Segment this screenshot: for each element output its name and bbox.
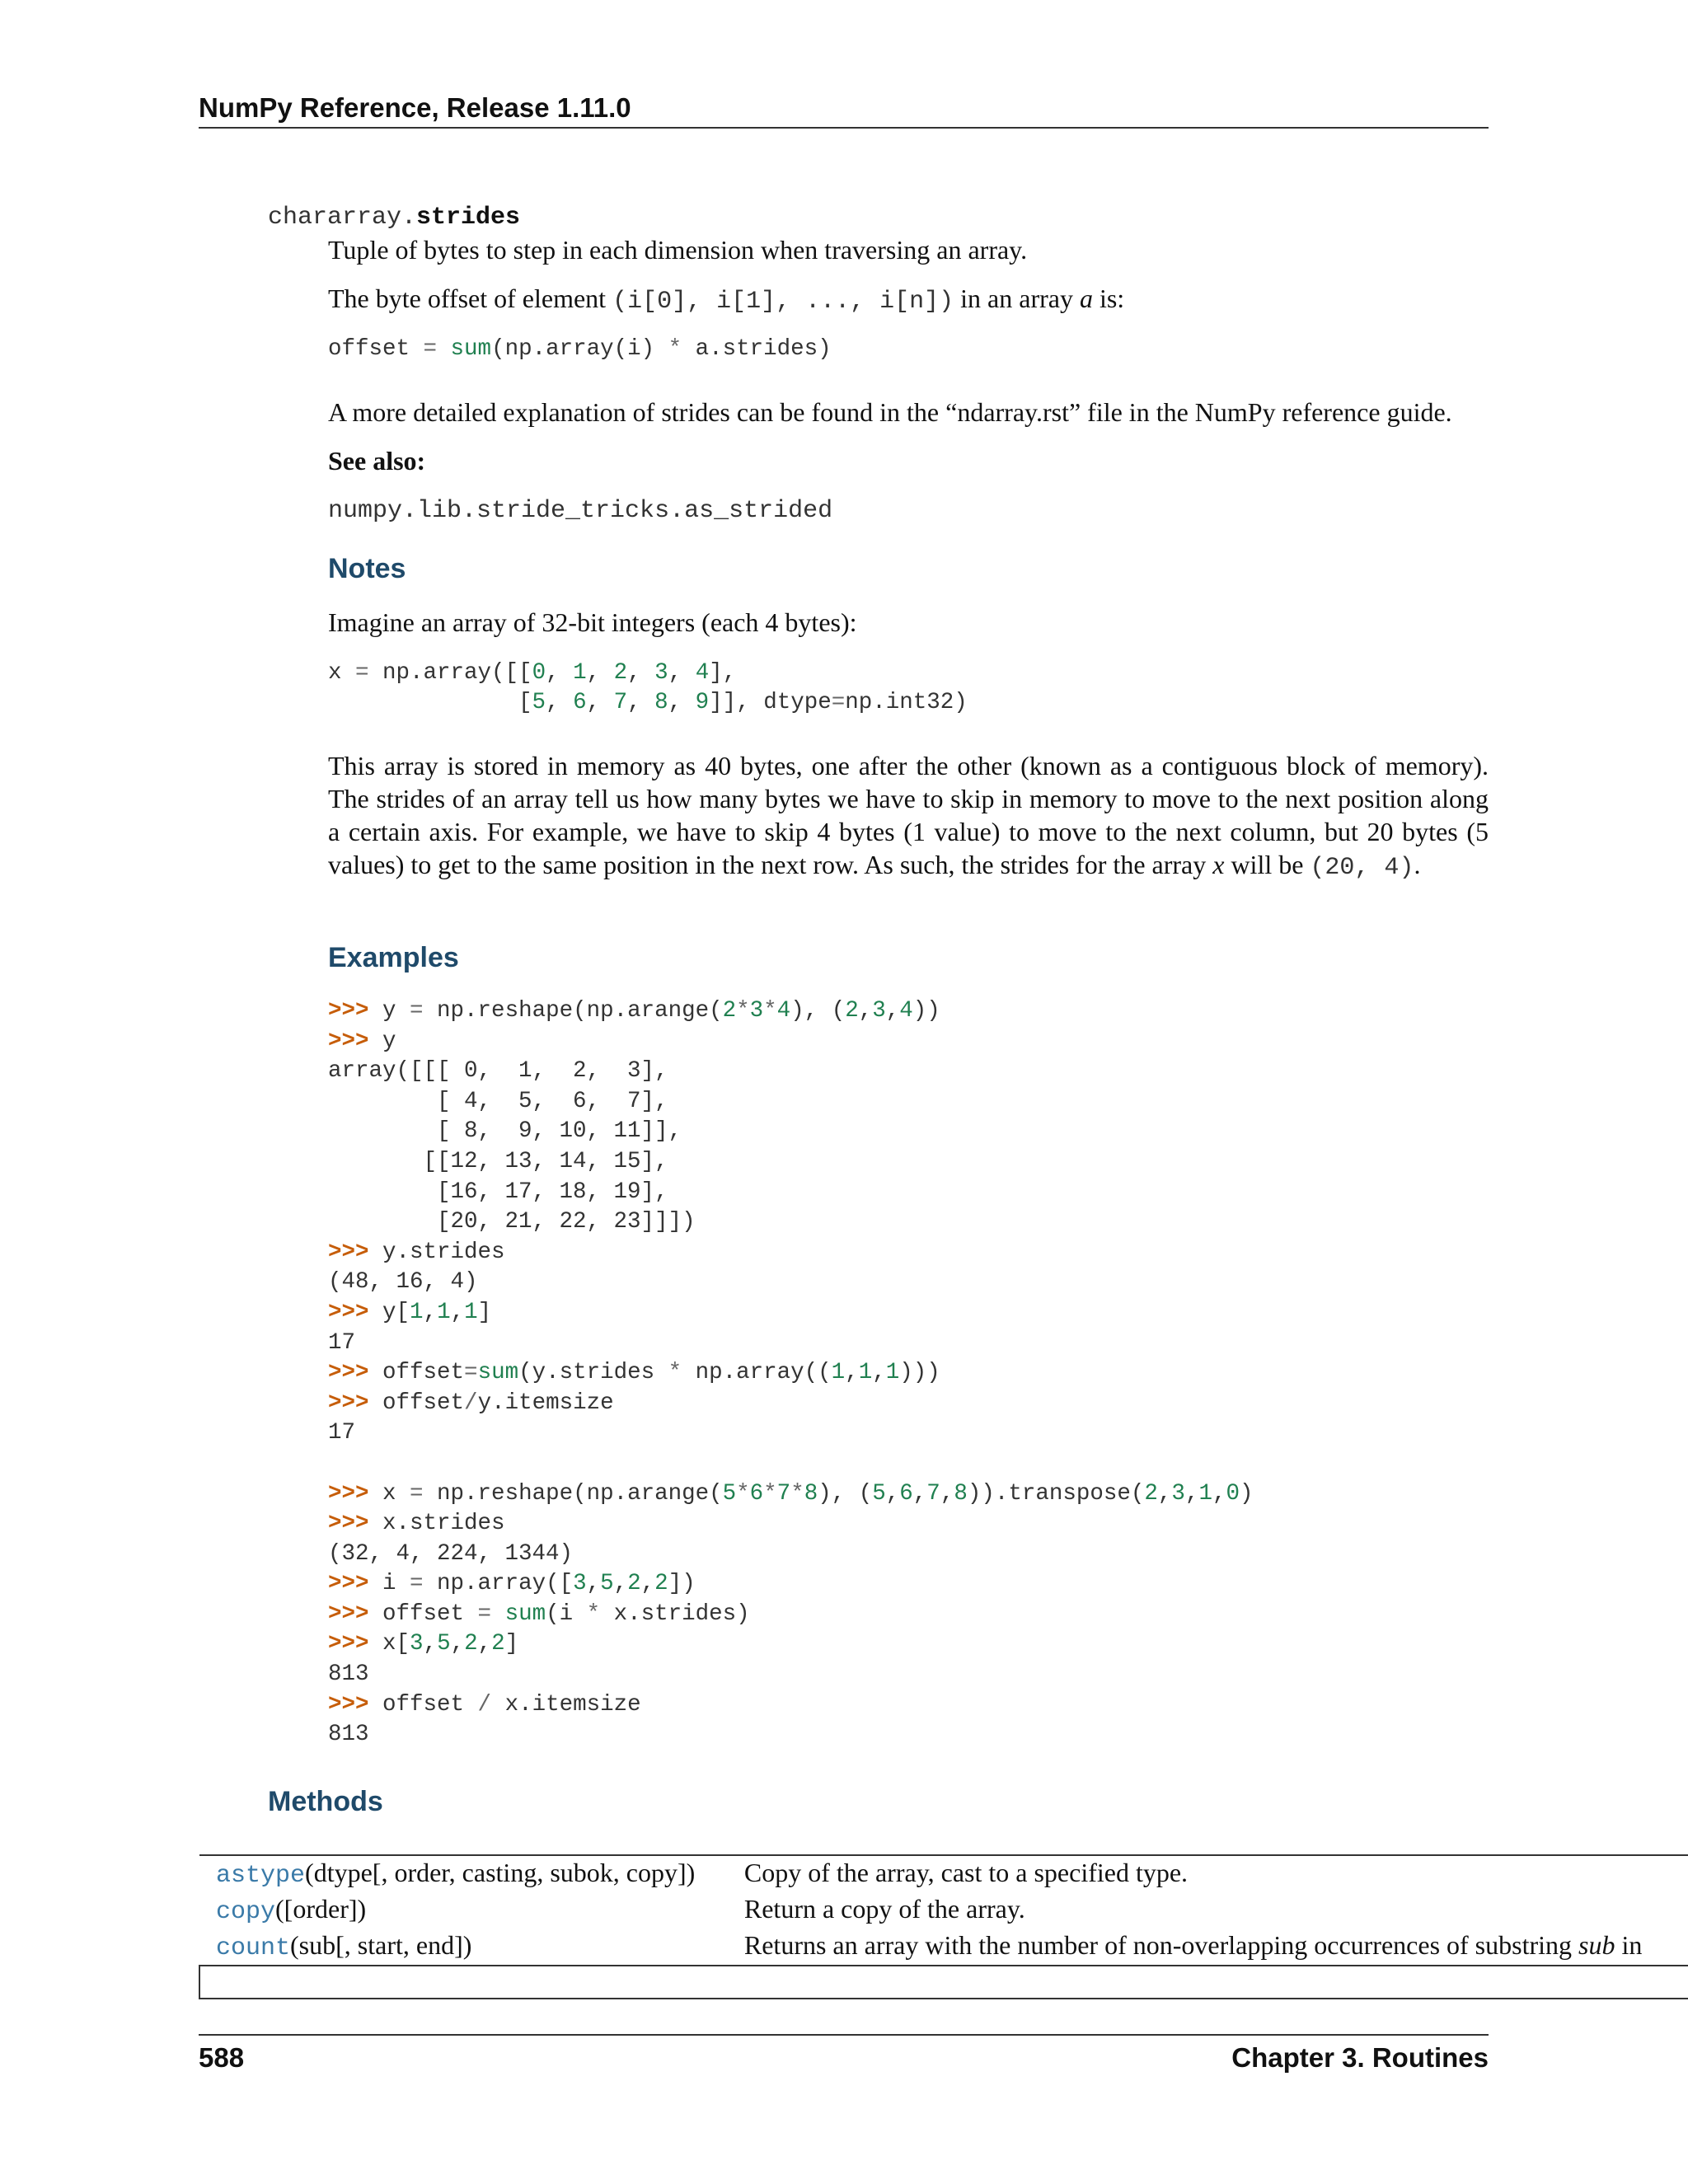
- chapter-title: Chapter 3. Routines: [1231, 2042, 1489, 2073]
- footer-rule: [199, 2034, 1489, 2036]
- signature-name: strides: [416, 204, 521, 232]
- table-row: [199, 1929, 1688, 1966]
- method-desc-end: in: [1615, 1930, 1643, 1960]
- offset-intro-middle: in an array: [954, 284, 1080, 313]
- empty-cell: [199, 1966, 1688, 1999]
- method-cell: [199, 1855, 728, 1892]
- method-cell: [199, 1892, 728, 1929]
- formula-rest: (np.array(i): [491, 336, 668, 362]
- formula-lhs: offset: [328, 336, 410, 362]
- methods-heading: Methods: [268, 1786, 383, 1817]
- table-row-empty: [199, 1966, 1688, 1999]
- table-row: [199, 1892, 1688, 1929]
- method-args: (dtype[, order, casting, subok, copy]): [305, 1858, 696, 1887]
- element-index-code: (i[0], i[1], ..., i[n]): [612, 288, 954, 316]
- method-args: (sub[, start, end]): [290, 1930, 472, 1960]
- method-link-count[interactable]: count: [216, 1934, 291, 1962]
- method-desc: Return a copy of the array.: [743, 1894, 1025, 1924]
- notes-code-block: x = np.array([[0, 1, 2, 3, 4], [5, 6, 7, 8, 9]], dtype=np.int32): [328, 660, 968, 715]
- method-link-astype[interactable]: astype: [216, 1862, 306, 1890]
- formula-tail: a.strides): [682, 336, 832, 362]
- formula-fn: sum: [450, 336, 492, 362]
- strides-result-code: (20, 4): [1310, 854, 1414, 882]
- notes-var-x: x: [1212, 850, 1225, 879]
- notes-paragraph-end: .: [1414, 850, 1421, 879]
- formula-eq: =: [410, 336, 451, 362]
- notes-paragraph: [328, 749, 1489, 884]
- running-footer: [199, 2042, 1489, 2074]
- table-row: [199, 1855, 1688, 1892]
- offset-intro: [328, 282, 1489, 318]
- method-link-copy[interactable]: copy: [216, 1898, 276, 1926]
- methods-table: [199, 1854, 1688, 1999]
- see-also-label: See also:: [328, 446, 426, 476]
- method-desc: Copy of the array, cast to a specified type.: [728, 1855, 1688, 1892]
- notes-heading: Notes: [328, 553, 406, 584]
- running-header: NumPy Reference, Release 1.11.0: [199, 92, 1489, 129]
- detailed-explanation: A more detailed explanation of strides can be found in the “ndarray.rst” file in the NumPy reference guide.: [328, 397, 1452, 427]
- array-var: a: [1079, 284, 1093, 313]
- offset-intro-after: is:: [1092, 284, 1125, 313]
- method-desc-text: Returns an array with the number of non-overlapping occurrences of substring: [743, 1930, 1579, 1960]
- see-also-link[interactable]: numpy.lib.stride_tricks.as_strided: [328, 497, 833, 525]
- notes-intro: Imagine an array of 32-bit integers (each 4 bytes):: [328, 607, 857, 637]
- notes-paragraph-mid: will be: [1224, 850, 1311, 879]
- method-args: ([order]): [275, 1894, 367, 1924]
- examples-code-block: >>> y = np.reshape(np.arange(2*3*4), (2,3,4)) >>> y array([[[ 0, 1, 2, 3], [ 4, 5, 6, 7], [ 8, 9, 10, 11]], [[12, 13, 14, 15], [16, 17, 18, 19], [20, 21, 22, 23]]]) >>> y.strides (48, 16, 4) >>> y[1,1,1] 17 >>> offset=sum(y.strides * np.array((1,1,1))) >>> offset/y.itemsize 17 >>> x = np.reshape(np.arange(5*6*7*8), (5,6,7,8)).transpose(2,3,1,0) >>> x.strides (32, 4, 224, 1344) >>> i = np.array([3,5,2,2]) >>> offset = sum(i * x.strides) >>> x[3,5,2,2] 813 >>> offset / x.itemsize 813: [328, 998, 1254, 1748]
- attribute-signature: [268, 204, 520, 232]
- signature-prefix: chararray.: [268, 204, 417, 232]
- formula-op: *: [668, 336, 682, 362]
- method-desc: [728, 1929, 1688, 1966]
- notes-paragraph-text: This array is stored in memory as 40 bytes, one after the other (known as a contiguous block of memory). The strides of an array tell us how many bytes we have to skip in memory to move to the next position along a certain axis. For example, we have to skip 4 bytes (1 value) to move to the next column, but 20 bytes (5 values) to get to the same position in the next row. As such, the strides for the array: [328, 751, 1489, 879]
- attribute-summary: Tuple of bytes to step in each dimension when traversing an array.: [328, 235, 1028, 265]
- method-desc-var: sub: [1578, 1930, 1615, 1960]
- offset-intro-text: The byte offset of element: [328, 284, 613, 313]
- page-number: 588: [199, 2042, 245, 2073]
- method-cell: [199, 1929, 728, 1966]
- examples-heading: Examples: [328, 942, 459, 973]
- offset-formula: [328, 335, 1489, 365]
